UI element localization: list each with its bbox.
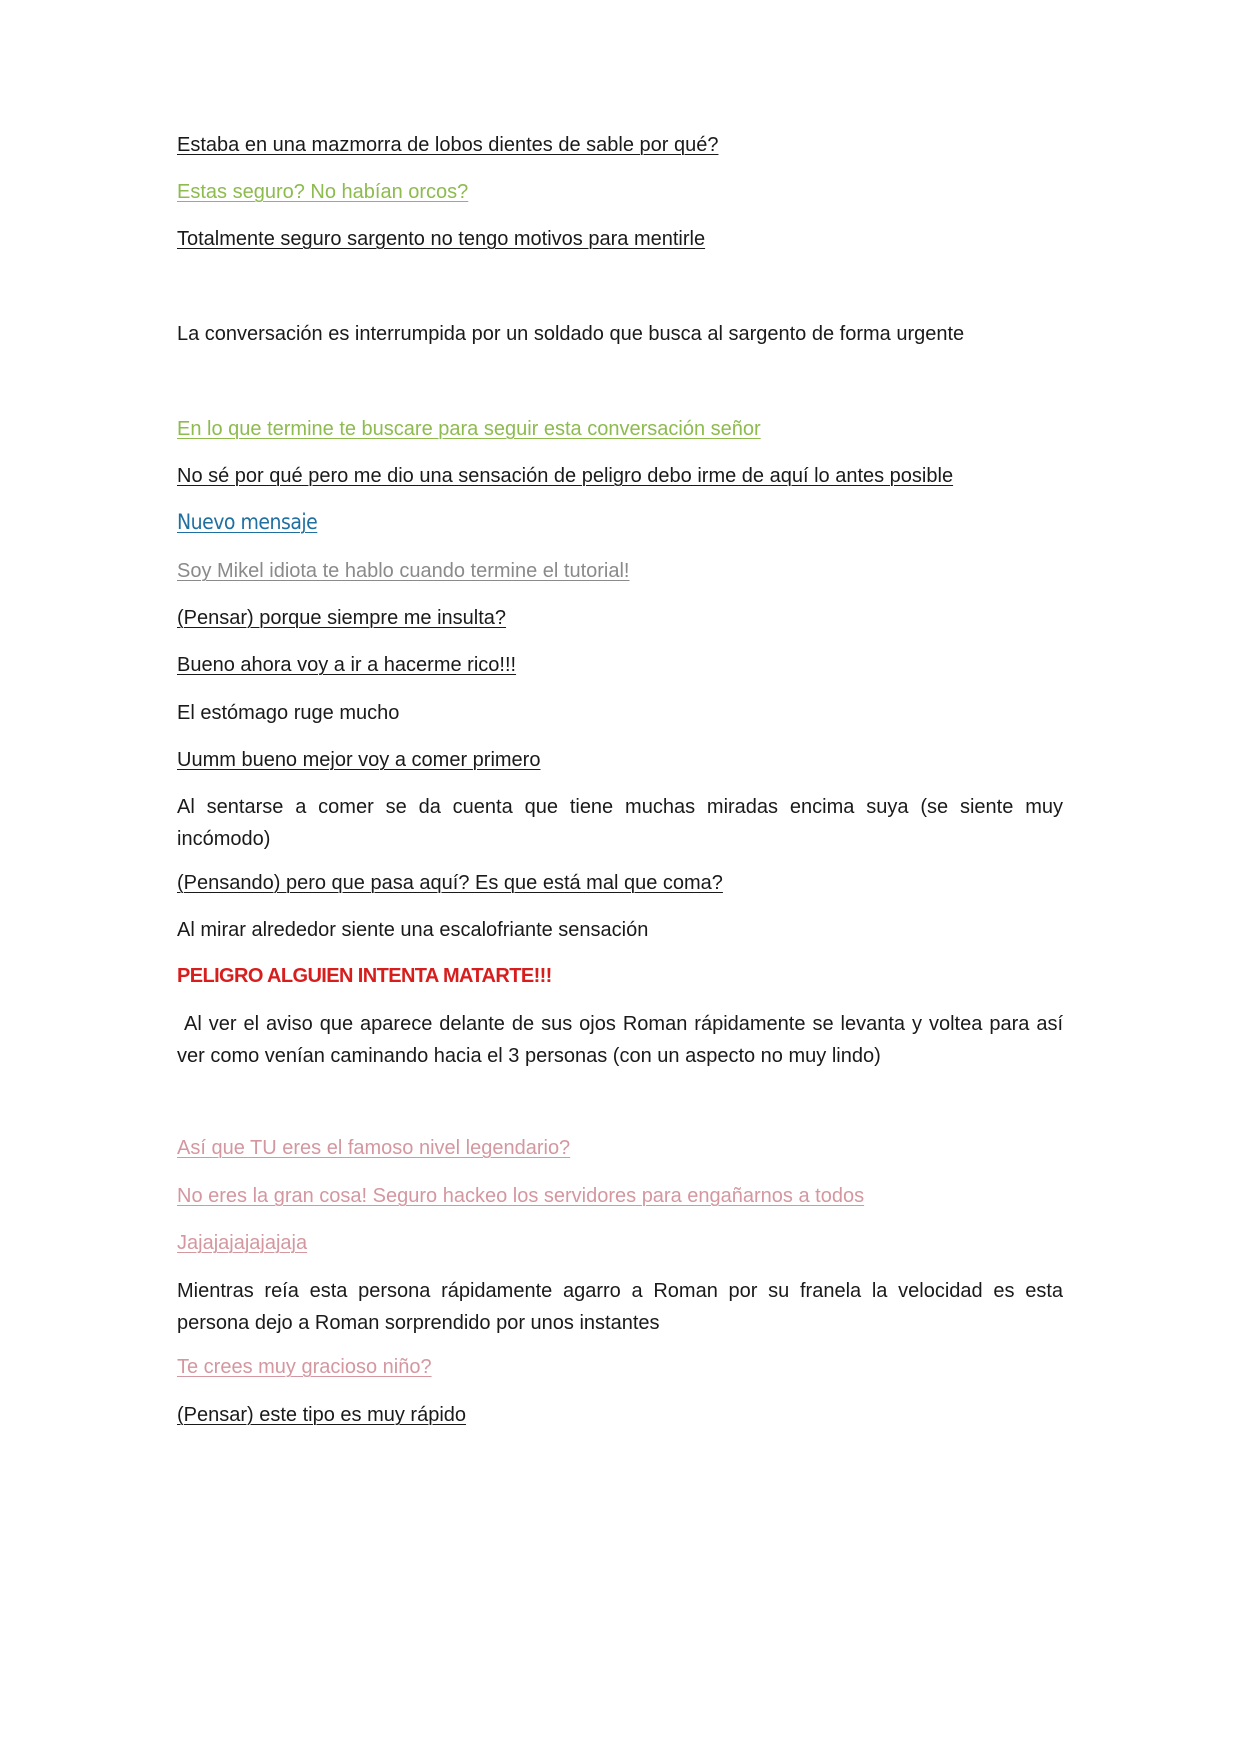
- dialogue-line: En lo que termine te buscare para seguir esta conversación señor: [177, 418, 761, 440]
- narration-line: La conversación es interrumpida por un soldado que busca al sargento de forma urgente: [177, 323, 965, 345]
- dialogue-line: Totalmente seguro sargento no tengo motivos para mentirle: [177, 228, 706, 250]
- dialogue-line: Uumm bueno mejor voy a comer primero: [177, 749, 541, 771]
- dialogue-line: (Pensar) porque siempre me insulta?: [177, 607, 507, 629]
- dialogue-line: No eres la gran cosa! Seguro hackeo los servidores para engañarnos a todos: [177, 1185, 865, 1207]
- message-header: Nuevo mensaje: [177, 510, 318, 534]
- danger-warning: PELIGRO ALGUIEN INTENTA MATARTE!!!: [177, 965, 552, 987]
- narration-paragraph: Al ver el aviso que aparece delante de sus ojos Roman rápidamente se levanta y voltea para así ver como venían caminando hacia el 3 personas (con un aspecto no muy lindo): [177, 1013, 1069, 1067]
- dialogue-line: Soy Mikel idiota te hablo cuando termine el tutorial!: [177, 560, 630, 582]
- dialogue-line: Estas seguro? No habían orcos?: [177, 181, 469, 203]
- narration-paragraph: Al sentarse a comer se da cuenta que tiene muchas miradas encima suya (se siente muy incómodo): [177, 796, 1063, 850]
- dialogue-line: No sé por qué pero me dio una sensación de peligro debo irme de aquí lo antes posible: [177, 465, 954, 487]
- narration-line: El estómago ruge mucho: [177, 702, 400, 724]
- narration-line: Al mirar alrededor siente una escalofriante sensación: [177, 919, 649, 941]
- dialogue-line: (Pensando) pero que pasa aquí? Es que está mal que coma?: [177, 872, 723, 894]
- dialogue-line: Jajajajajajajaja: [177, 1232, 308, 1254]
- narration-paragraph: Mientras reía esta persona rápidamente agarro a Roman por su franela la velocidad es esta persona dejo a Roman sorprendido por unos instantes: [177, 1280, 1063, 1334]
- dialogue-line: (Pensar) este tipo es muy rápido: [177, 1404, 467, 1426]
- dialogue-line: Bueno ahora voy a ir a hacerme rico!!!: [177, 654, 517, 676]
- dialogue-line: Así que TU eres el famoso nivel legendario?: [177, 1137, 571, 1159]
- dialogue-line: Te crees muy gracioso niño?: [177, 1356, 432, 1378]
- dialogue-line: Estaba en una mazmorra de lobos dientes de sable por qué?: [177, 134, 719, 156]
